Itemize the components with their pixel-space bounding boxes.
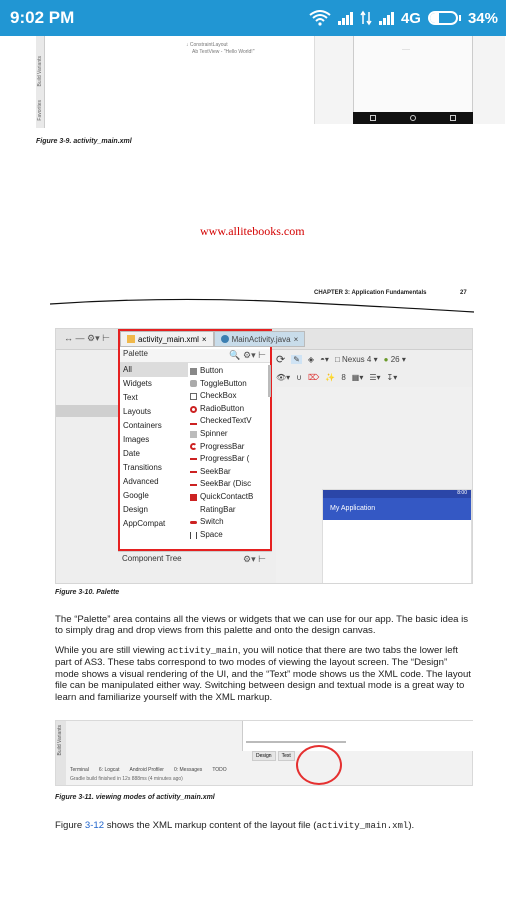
- gear-icon: ⚙▾: [243, 554, 256, 564]
- editor-area: [242, 721, 473, 751]
- document-page[interactable]: [0, 36, 506, 900]
- palette-category[interactable]: Advanced: [123, 477, 159, 486]
- battery-percent: 34%: [467, 9, 498, 27]
- seekbar-discrete-icon: [190, 484, 197, 486]
- checkbox-icon: [190, 393, 197, 400]
- palette-categories: [120, 363, 188, 531]
- close-icon[interactable]: ×: [293, 334, 299, 344]
- signal-icon: [338, 11, 353, 25]
- mode-tabs: [252, 751, 295, 761]
- figure-caption: Figure 3-9. activity_main.xml: [36, 138, 132, 145]
- sidebar-label: Favorites: [37, 100, 43, 121]
- page-curl-divider: [50, 298, 474, 318]
- eye-icon[interactable]: 👁▾: [276, 372, 291, 382]
- infer-constraints-icon[interactable]: ✨: [325, 372, 336, 382]
- signal-icon-2: [379, 11, 394, 25]
- palette-category[interactable]: AppCompat: [123, 519, 166, 528]
- editor-tabs: [120, 331, 305, 347]
- tool-window-bar: [66, 765, 476, 775]
- figure-caption: Figure 3-11. viewing modes of activity_main.xml: [55, 794, 215, 801]
- palette-item[interactable]: [190, 529, 268, 542]
- palette-category[interactable]: Transitions: [123, 463, 162, 472]
- palette-header: [120, 349, 270, 363]
- figure-link[interactable]: 3-12: [84, 820, 105, 831]
- seekbar-icon: [190, 471, 197, 473]
- ide-left-strip: [56, 405, 118, 417]
- ide-palette-figure: [55, 328, 473, 584]
- watermark-link[interactable]: www.allitebooks.com: [200, 224, 305, 238]
- palette-item-label: ProgressBar (: [200, 454, 250, 464]
- palette-item[interactable]: [190, 504, 268, 517]
- margin-value[interactable]: 8: [341, 372, 346, 382]
- checked-textview-icon: [190, 418, 197, 425]
- tool-window-button[interactable]: 6: Logcat: [98, 767, 120, 773]
- figure-sidebar: [36, 36, 45, 128]
- palette-category[interactable]: All: [120, 363, 188, 377]
- palette-item-label: RatingBar: [200, 504, 236, 514]
- quick-contact-icon: [190, 494, 197, 501]
- palette-category[interactable]: Images: [123, 435, 150, 444]
- blueprint-icon[interactable]: ◈: [307, 354, 315, 364]
- paragraph: Figure 3-12 shows the XML markup content of the layout file (activity_main.xml).: [55, 820, 415, 831]
- palette-item-label: CheckBox: [200, 391, 237, 401]
- palette-item[interactable]: [190, 428, 268, 441]
- running-header: CHAPTER 3: Application Fundamentals: [314, 290, 427, 296]
- palette-tools[interactable]: [229, 350, 266, 361]
- palette-category[interactable]: Design: [123, 505, 148, 514]
- palette-item[interactable]: [190, 516, 268, 529]
- palette-category[interactable]: Layouts: [123, 407, 152, 416]
- sidebar-label: Build Variants: [37, 56, 43, 87]
- palette-scrollbar[interactable]: [268, 365, 271, 397]
- app-bar-title: My Application: [323, 498, 471, 520]
- switch-icon: [190, 521, 197, 524]
- palette-title: Palette: [123, 349, 148, 358]
- palette-item[interactable]: [190, 491, 268, 504]
- viewing-modes-figure: [55, 720, 473, 786]
- tab-text[interactable]: Text: [278, 751, 295, 761]
- palette-item-label: SeekBar (Disc: [200, 479, 252, 489]
- palette-panel: [118, 329, 299, 551]
- tree-line: Ab TextView - "Hello World!": [192, 49, 255, 55]
- design-surface-icon[interactable]: ✎: [293, 354, 300, 364]
- clear-constraints-icon[interactable]: ⌦: [308, 372, 320, 382]
- palette-item-label: Spinner: [200, 428, 228, 438]
- palette-item[interactable]: [190, 466, 268, 479]
- paragraph: The “Palette” area contains all the views or widgets that we can use for our app. The basic idea is to simply drag and drop views from this palette and onto the design canvas.: [55, 614, 469, 637]
- ide-toolbar-icons: ↔ — ⚙▾ ⊢: [64, 333, 110, 343]
- palette-item[interactable]: [190, 453, 268, 466]
- rating-bar-icon: [190, 506, 197, 513]
- component-tree-header: Component Tree ⚙▾ ⊢: [118, 551, 272, 567]
- phone-preview: [322, 489, 472, 584]
- inline-code: activity_main: [167, 646, 238, 656]
- pack-icon[interactable]: ▦▾: [351, 372, 364, 382]
- figure-sidebar: Build Variants: [56, 721, 66, 785]
- guidelines-icon[interactable]: ↧▾: [386, 372, 398, 382]
- palette-item-label: CheckedTextV: [200, 416, 252, 426]
- battery-icon: [428, 11, 461, 25]
- radio-button-icon: [190, 406, 197, 413]
- component-tree-tools[interactable]: [243, 552, 266, 566]
- palette-item[interactable]: [190, 378, 268, 391]
- palette-category[interactable]: Text: [123, 393, 138, 402]
- progressbar-circle-icon: [190, 443, 197, 450]
- palette-item-label: SeekBar: [200, 466, 231, 476]
- figure-activity-main: [36, 36, 468, 128]
- toggle-button-icon: [190, 380, 197, 387]
- hide-panel-icon: ⊢: [258, 350, 266, 360]
- palette-item-label: Space: [200, 529, 223, 539]
- palette-item[interactable]: [190, 415, 268, 428]
- gear-icon: ⚙▾: [243, 350, 256, 360]
- tab-activity-main[interactable]: activity_main.xml ×: [120, 331, 214, 347]
- close-icon[interactable]: ×: [201, 334, 207, 344]
- figure-caption: Figure 3-10. Palette: [55, 589, 120, 596]
- phone-status-bar: 8:00: [323, 490, 471, 498]
- tab-main-activity[interactable]: MainActivity.java ×: [214, 331, 306, 347]
- wifi-icon: [309, 10, 331, 26]
- phone-screen: [353, 36, 473, 112]
- palette-items: [190, 365, 268, 541]
- layout-file-icon: [127, 335, 135, 343]
- tool-window-button[interactable]: Android Profiler: [129, 767, 164, 773]
- api-selector[interactable]: ● 26 ▾: [383, 354, 406, 364]
- network-type: 4G: [400, 9, 421, 27]
- palette-item-label: Button: [200, 366, 224, 375]
- button-icon: [190, 368, 197, 375]
- spinner-icon: [190, 431, 197, 438]
- search-icon: 🔍: [229, 350, 241, 360]
- editor-scrollbar: [246, 741, 346, 743]
- design-toolbar: [276, 351, 472, 367]
- device-selector[interactable]: □ Nexus 4 ▾: [334, 354, 378, 364]
- palette-item-label: ProgressBar: [200, 441, 245, 451]
- palette-item[interactable]: [190, 403, 268, 416]
- magnet-icon[interactable]: ∪: [296, 372, 303, 382]
- palette-category[interactable]: Google: [123, 491, 149, 500]
- palette-item[interactable]: [190, 441, 268, 454]
- palette-item-label: ToggleButton: [200, 378, 247, 388]
- design-canvas[interactable]: [276, 387, 472, 583]
- java-class-icon: [221, 335, 229, 343]
- build-status-message: Gradle build finished in 12s 888ms (4 minutes ago): [70, 776, 183, 782]
- inline-code: activity_main.xml: [316, 821, 409, 831]
- tool-window-button[interactable]: 0: Messages: [173, 767, 203, 773]
- hello-text: ——: [402, 46, 410, 51]
- palette-category[interactable]: Containers: [123, 421, 162, 430]
- space-icon: [190, 532, 197, 539]
- status-time: 9:02 PM: [10, 8, 75, 27]
- phone-preview: [314, 36, 505, 124]
- refresh-icon[interactable]: ⟳: [276, 353, 286, 366]
- nav-bar: [353, 112, 473, 124]
- status-bar: [0, 0, 506, 36]
- palette-item[interactable]: [190, 365, 268, 378]
- orientation-icon[interactable]: ◓▾: [320, 354, 329, 364]
- palette-category[interactable]: Date: [123, 449, 140, 458]
- palette-item[interactable]: [190, 478, 268, 491]
- data-transfer-icon: [360, 10, 372, 26]
- tree-line: ↓ ConstraintLayout: [186, 42, 228, 48]
- palette-item-label: Switch: [200, 517, 224, 527]
- component-tree-snippet: [186, 42, 254, 56]
- paragraph: While you are still viewing activity_main, you will notice that there are two tabs the lower left part of AS3. These tabs correspond to two modes of viewing the layout screen. The “Design” mode shows a visual rendering of the UI, and the “Text” mode shows us the XML code. The layout file can be manipulated either way. Switching between design and textual mode is a great way to learn and familiarize yourself with the XML markup.: [55, 645, 471, 703]
- palette-item[interactable]: [190, 390, 268, 403]
- palette-item-label: RadioButton: [200, 403, 245, 413]
- page-number: 27: [460, 290, 467, 296]
- tab-design[interactable]: Design: [252, 751, 276, 761]
- hide-panel-icon: ⊢: [258, 554, 266, 564]
- palette-category[interactable]: Widgets: [123, 379, 152, 388]
- align-icon[interactable]: ☰▾: [369, 372, 381, 382]
- tool-window-button[interactable]: Terminal: [70, 767, 89, 773]
- progressbar-horizontal-icon: [190, 458, 197, 460]
- layout-toolbar: [276, 369, 472, 385]
- palette-item-label: QuickContactB: [200, 491, 254, 501]
- tool-window-button[interactable]: TODO: [212, 767, 227, 773]
